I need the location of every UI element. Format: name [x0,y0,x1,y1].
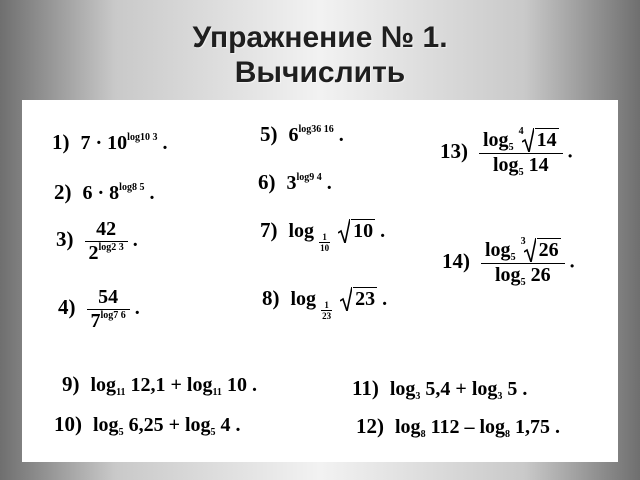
expr-dot: . [382,288,388,310]
square-root [340,287,377,311]
expr-dot: . [149,182,155,204]
expr-dot: . [338,124,344,146]
log-base: 5 [518,167,524,178]
expr-dot: . [162,132,168,154]
root-index: 3 [520,236,526,247]
expr-dot: . [235,414,241,436]
expr-exponent: log36 16 [298,124,334,135]
log-text: log [483,129,509,151]
radical-sign-icon [522,128,534,152]
root-index: 4 [518,126,524,137]
log-argument: 112 – [430,416,480,438]
fraction [479,128,563,178]
exercise-11 [352,376,527,402]
exercise-3 [56,218,138,265]
log-text: log [493,154,519,176]
log-argument: 5 [507,378,518,400]
exercise-13 [440,128,573,178]
exercise-2 [54,180,154,205]
log-argument: 12,1 + [130,374,187,396]
title-line-2: Вычислить [234,56,406,89]
exercise-number: 10) [54,412,82,436]
log-text: log [471,378,498,400]
log-argument: 1,75 [515,416,551,438]
log-base: 8 [505,429,511,440]
log-argument: 4 [220,414,231,436]
log-text: log [184,414,211,436]
exercise-number: 9) [62,372,80,396]
title-line-1: Упражнение № 1. [192,21,448,54]
numerator [479,128,563,154]
log-text: log [90,374,117,396]
exercise-number: 7) [260,218,278,242]
radicand: 14 [536,129,557,151]
exercise-1 [52,130,167,155]
expr-dot: . [380,220,386,242]
expr-base: 6 [288,124,299,146]
base-denominator: 23 [322,311,332,321]
expr-dot: . [522,378,528,400]
log-base: 5 [510,252,516,263]
log-base-fraction [319,232,330,253]
log-text: log [186,374,213,396]
den-base: 2 [88,242,99,264]
log-base: 5 [520,277,526,288]
exercise-number: 11) [352,376,379,400]
square-root [338,219,375,243]
log-base: 5 [210,427,216,438]
denominator [479,154,563,178]
nth-root [520,236,561,262]
base-denominator: 10 [320,243,330,253]
expr-dot: . [134,297,140,320]
expr-exponent: log9 4 [296,172,322,183]
radical-sign-icon [338,219,350,243]
log-base: 3 [497,391,503,402]
expr-dot: . [132,229,138,252]
exercise-panel [22,100,618,462]
log-text: log [485,239,511,261]
exercise-4 [58,286,140,333]
log-text: log [93,414,119,436]
exercise-number: 5) [260,122,278,146]
slide-title [0,20,640,90]
log-text: log [495,264,521,286]
denominator [87,310,130,333]
expr-base: 3 [286,172,297,194]
base-numerator: 1 [319,232,330,243]
log-base: 11 [116,387,126,398]
log-base: 3 [415,391,421,402]
log-text: log [389,378,416,400]
log-argument: 6,25 + [128,414,185,436]
numerator: 42 [85,218,128,242]
numerator [481,238,565,264]
log-text: log [395,416,421,438]
fraction [481,238,565,288]
expr-dot: . [326,172,332,194]
radical-sign-icon [340,287,352,311]
exercise-number: 8) [262,286,280,310]
exercise-12 [356,414,560,440]
expr-dot: . [555,416,561,438]
exercise-7 [260,218,385,253]
exercise-number: 2) [54,180,72,204]
radical-sign-icon [524,238,536,262]
log-base: 8 [420,429,426,440]
exercise-number: 4) [58,295,76,320]
fraction [85,218,128,265]
numerator: 54 [87,286,130,310]
exercise-number: 12) [356,414,384,438]
log-argument: 26 [530,264,551,286]
exercise-number: 13) [440,138,468,163]
log-text: log [288,220,315,242]
log-base-fraction [321,300,332,321]
log-text: log [290,288,317,310]
exercise-number: 6) [258,170,276,194]
radicand: 23 [355,288,376,310]
denominator [85,242,128,265]
den-exponent: log2 3 [98,242,124,253]
denominator [481,264,565,288]
radicand: 26 [538,239,559,261]
exercise-9 [62,372,257,398]
expr-base: 6 · 8 [82,182,120,204]
exercise-6 [258,170,332,195]
exercise-10 [54,412,241,438]
log-argument: 5,4 + [425,378,472,400]
nth-root [518,126,559,152]
log-base: 5 [118,427,124,438]
expr-exponent: log10 3 [127,132,158,143]
expr-dot: . [251,374,257,396]
expr-base: 7 · 10 [80,132,128,154]
expr-exponent: log8 5 [119,182,145,193]
log-argument: 10 [226,374,247,396]
exercise-5 [260,122,344,147]
base-numerator: 1 [321,300,332,311]
exercise-number: 3) [56,227,74,252]
den-exponent: log7 6 [100,310,126,321]
den-base: 7 [90,310,101,332]
fraction [87,286,130,333]
exercise-number: 14) [442,248,470,273]
exercise-14 [442,238,575,288]
expr-dot: . [569,250,575,273]
log-text: log [479,416,506,438]
log-base: 11 [212,387,222,398]
expr-dot: . [567,140,573,163]
exercise-8 [262,286,387,321]
exercise-number: 1) [52,130,70,154]
radicand: 10 [353,220,374,242]
log-argument: 14 [528,154,549,176]
log-base: 5 [508,142,514,153]
